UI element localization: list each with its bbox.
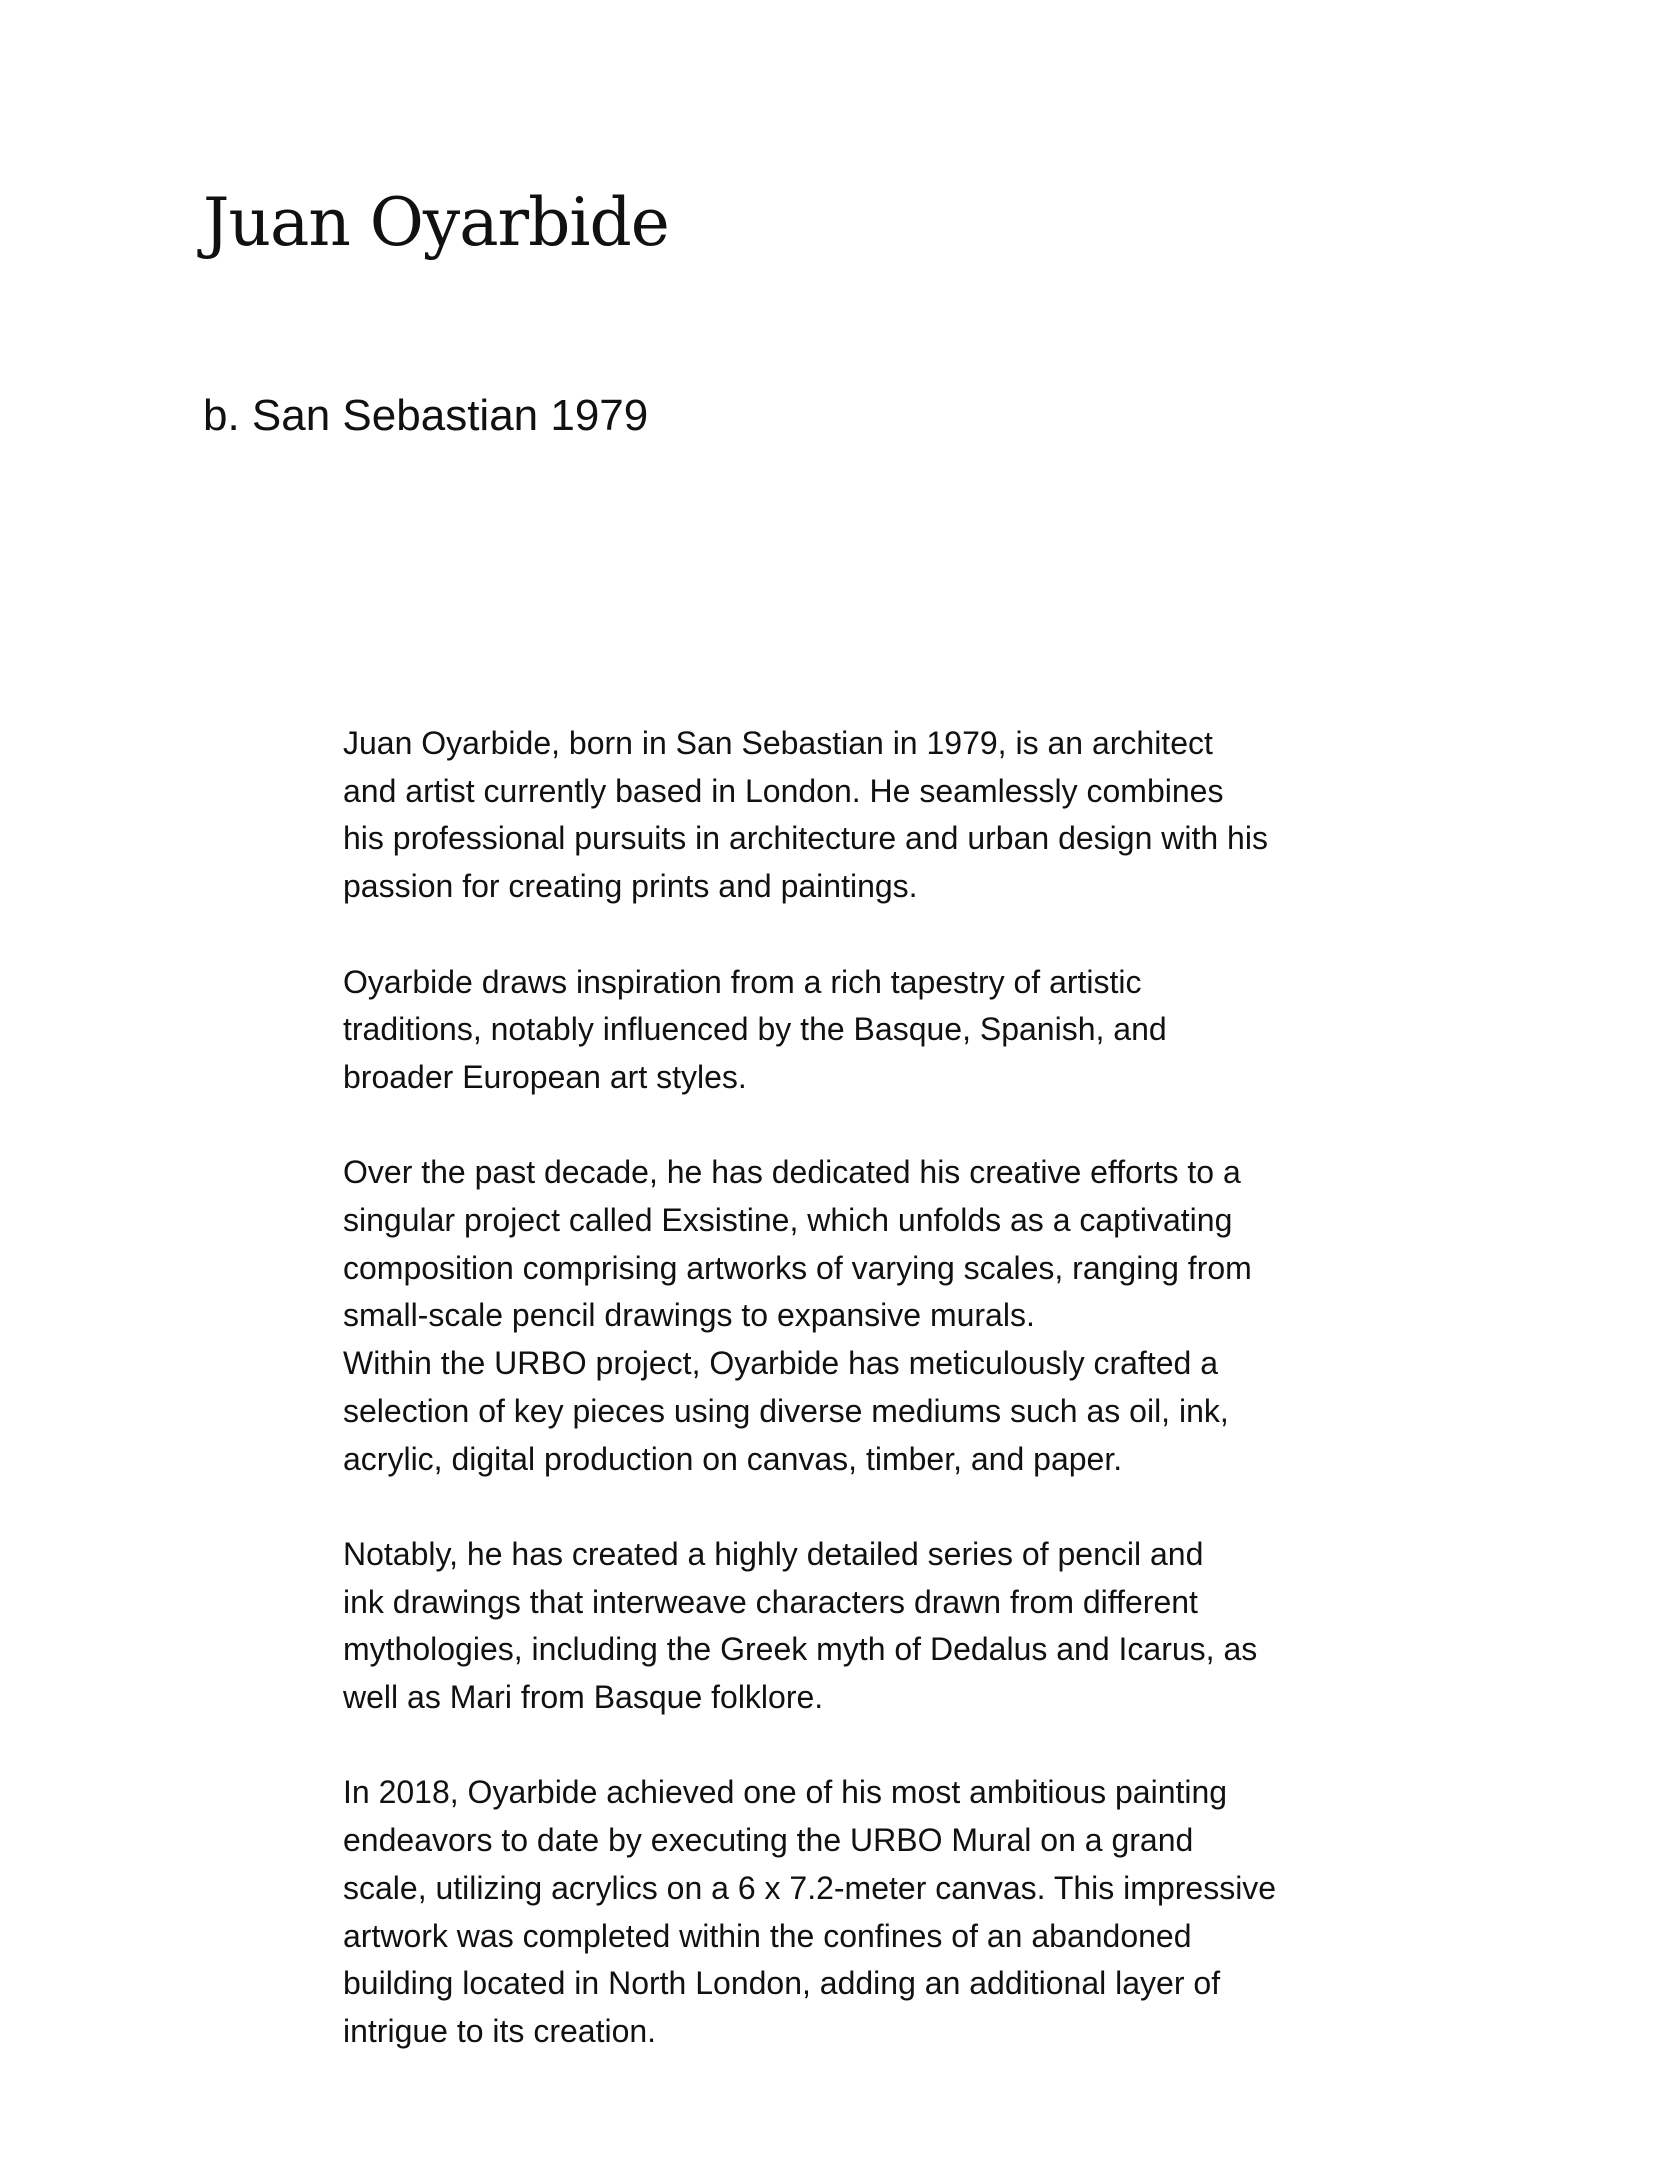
text-line: traditions, notably influenced by the Basque, Spanish, and <box>343 1011 1167 1048</box>
text-line: small-scale pencil drawings to expansive murals. <box>343 1297 1035 1334</box>
text-line: his professional pursuits in architecture and urban design with his <box>343 820 1268 857</box>
text-line: broader European art styles. <box>343 1058 747 1095</box>
paragraph-mural <box>343 1769 1363 2055</box>
text-line: intrigue to its creation. <box>343 2012 657 2049</box>
paragraph-influences <box>343 959 1363 1102</box>
text-line: building located in North London, adding an additional layer of <box>343 1965 1221 2002</box>
text-line: Notably, he has created a highly detailed series of pencil and <box>343 1535 1204 1572</box>
page-title: Juan Oyarbide <box>203 184 669 261</box>
text-line: Within the URBO project, Oyarbide has meticulously crafted a <box>343 1345 1219 1382</box>
text-line: mythologies, including the Greek myth of Dedalus and Icarus, as <box>343 1631 1258 1668</box>
paragraph-projects <box>343 1149 1363 1483</box>
text-line: well as Mari from Basque folklore. <box>343 1679 824 1716</box>
text-line: In 2018, Oyarbide achieved one of his most ambitious painting <box>343 1774 1228 1811</box>
text-line: composition comprising artworks of varying scales, ranging from <box>343 1249 1252 1286</box>
text-line: ink drawings that interweave characters drawn from different <box>343 1583 1198 1620</box>
text-line: singular project called Exsistine, which unfolds as a captivating <box>343 1202 1233 1238</box>
text-line: selection of key pieces using diverse mediums such as oil, ink, <box>343 1392 1229 1429</box>
paragraph-drawings <box>343 1531 1363 1722</box>
text-line: acrylic, digital production on canvas, timber, and paper. <box>343 1440 1123 1477</box>
text-line: endeavors to date by executing the URBO Mural on a grand <box>343 1822 1194 1859</box>
text-line: Juan Oyarbide, born in San Sebastian in 1979, is an architect <box>343 725 1213 761</box>
birth-info: b. San Sebastian 1979 <box>203 391 649 440</box>
text-line: scale, utilizing acrylics on a 6 x 7.2-meter canvas. This impressive <box>343 1869 1277 1906</box>
text-line: Over the past decade, he has dedicated his creative efforts to a <box>343 1154 1241 1191</box>
text-line: artwork was completed within the confines of an abandoned <box>343 1917 1192 1954</box>
biography-body <box>343 720 1363 2103</box>
text-line: Oyarbide draws inspiration from a rich tapestry of artistic <box>343 963 1142 1000</box>
text-line: passion for creating prints and paintings. <box>343 868 918 905</box>
text-line: and artist currently based in London. He seamlessly combines <box>343 772 1224 809</box>
paragraph-intro <box>343 720 1363 911</box>
